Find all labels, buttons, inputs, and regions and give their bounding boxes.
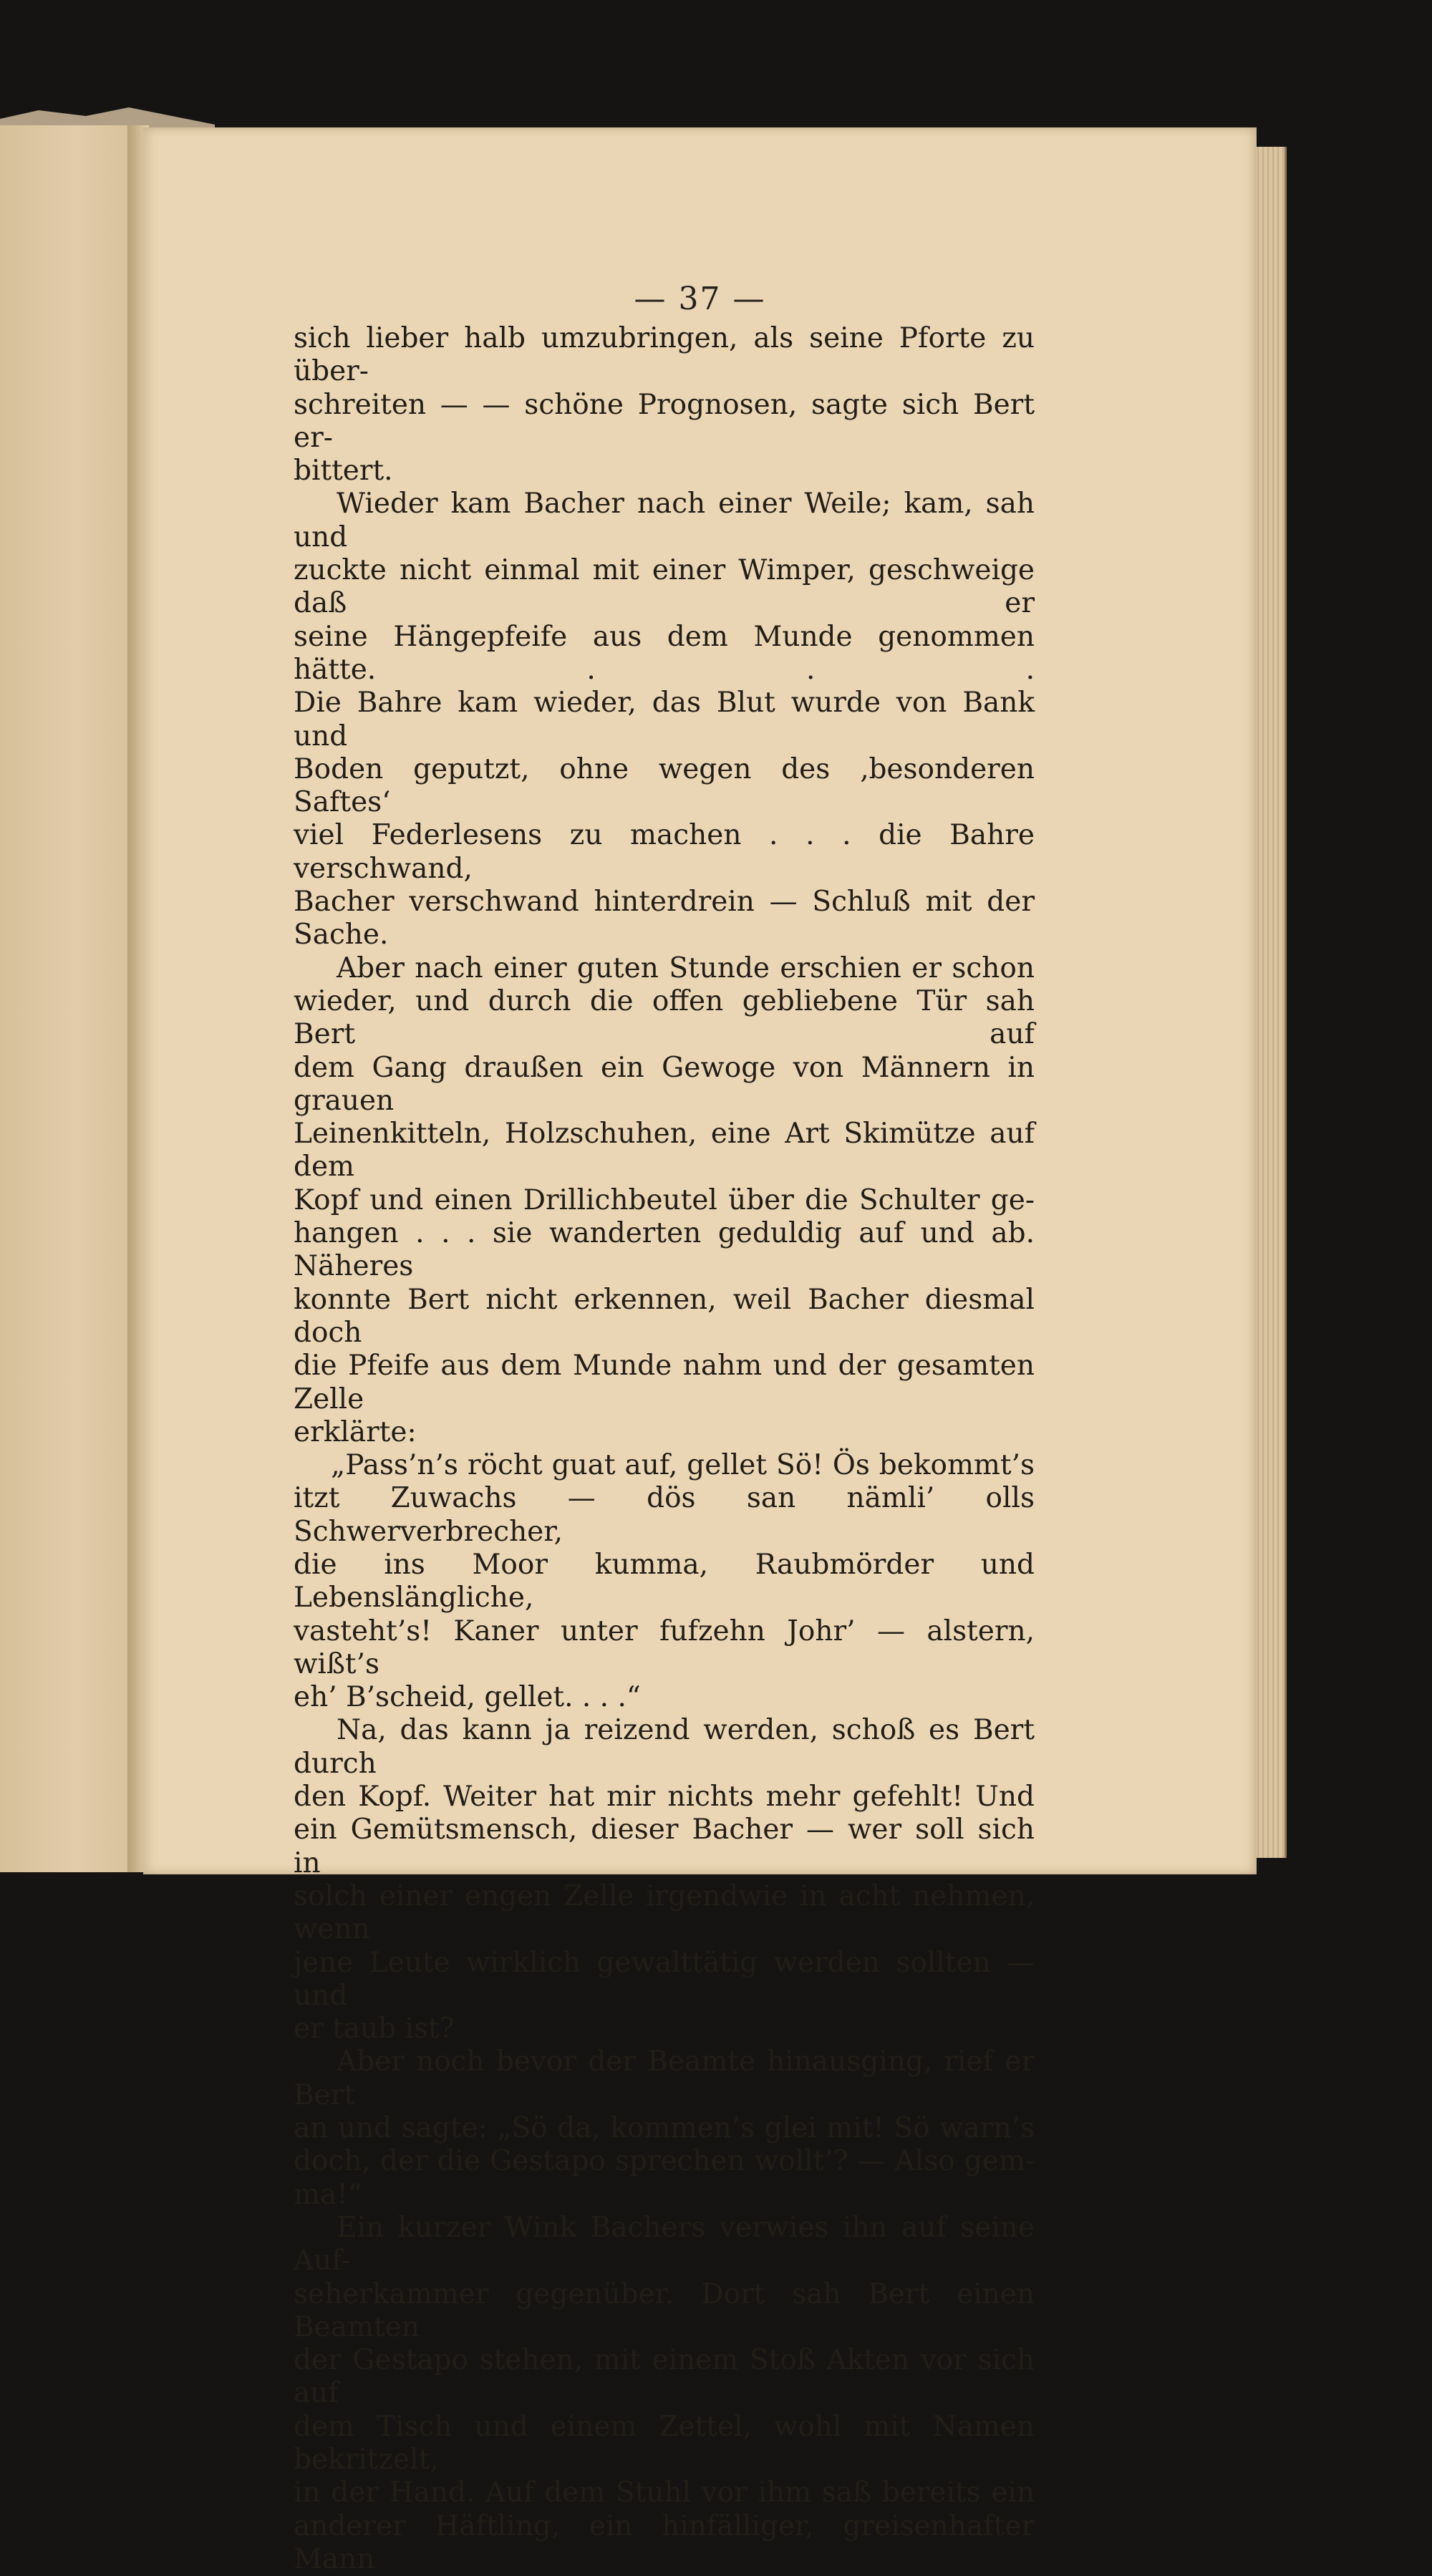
text-line: doch, der die Gestapo sprechen wollt’? — Also gem-ma!“ [294,2145,1035,2211]
text-line: vasteht’s! Kaner unter fufzehn Johr’ — alstern, wißt’s [294,1614,1035,1680]
text-line: konnte Bert nicht erkennen, weil Bacher diesmal doch [294,1283,1035,1349]
text-line: die ins Moor kumma, Raubmörder und Lebenslängliche, [294,1548,1035,1614]
text-line: seine Hängepfeife aus dem Munde genommen hätte. . . . [294,620,1035,686]
text-line: Wieder kam Bacher nach einer Weile; kam, sah und [294,488,1035,553]
text-line: dem Tisch und einem Zettel, wohl mit Namen bekritzelt, [294,2410,1035,2476]
text-line: dem Gang draußen ein Gewoge von Männern in grauen [294,1051,1035,1117]
text-line: Leinenkitteln, Holzschuhen, eine Art Skimütze auf dem [294,1118,1035,1183]
text-line: eh’ B’scheid, gellet. . . .“ [294,1681,641,1714]
text-line: wieder, und durch die offen gebliebene Tür sah Bert auf [294,984,1035,1051]
text-line: hangen . . . sie wanderten geduldig auf und ab. Näheres [294,1217,1035,1283]
text-line: der Gestapo stehen, mit einem Stoß Akten vor sich auf [294,2344,1035,2410]
text-line: den Kopf. Weiter hat mir nichts mehr gefehlt! Und [294,1781,1035,1814]
text-line: ein Gemütsmensch, dieser Bacher — wer soll sich in [294,1814,1035,1879]
text-line: anderer Häftling, ein hinfälliger, greisenhafter Mann [294,2509,1035,2575]
text-line: viel Federlesens zu machen . . . die Bahre verschwand, [294,819,1035,885]
book-page [143,127,1257,2575]
text-line: erklärte: [294,1415,417,1448]
text-line: die Pfeife aus dem Munde nahm und der gesamten Zelle [294,1350,1035,1415]
text-line: Die Bahre kam wieder, das Blut wurde von Bank und [294,687,1035,752]
text-line: er taub ist? [294,2013,455,2045]
text-line: jene Leute wirklich gewalttätig werden sollten — und [294,1946,1035,2012]
text-line: sich lieber halb umzubringen, als seine Pforte zu über- [294,322,1035,388]
page-number: — 37 — [634,281,766,317]
text-line: Na, das kann ja reizend werden, schoß es Bert durch [294,1714,1035,1780]
text-line: bittert. [294,455,393,488]
text-line: Kopf und einen Drillichbeutel über die Schulter ge- [294,1183,1035,1216]
text-line: „Pass’n’s röcht guat auf, gellet Sö! Ös bekommt’s [331,1449,1035,1482]
text-line: Aber nach einer guten Stunde erschien er schon [337,952,1035,984]
text-line: an und sagte: „Sö da, kommen’s glei mit! Sö warn’s [294,2112,1035,2145]
text-line: solch einer engen Zelle irgendwie in acht nehmen, wenn [294,1879,1035,1946]
text-line: Boden geputzt, ohne wegen des ‚besonderen Saftes‘ [294,752,1035,819]
text-line: seherkammer gegenüber. Dort sah Bert einen Beamten [294,2277,1035,2343]
text-line: in der Hand. Auf dem Stuhl vor ihm saß bereits ein [294,2476,1035,2509]
text-line: itzt Zuwachs — dös san nämli’ olls Schwerverbrecher, [294,1482,1035,1548]
text-line: Ein kurzer Wink Bachers verwies ihn auf seine Auf- [294,2211,1035,2277]
text-line: schreiten — — schöne Prognosen, sagte sich Bert er- [294,388,1035,454]
previous-page [0,125,129,1872]
text-line: Bacher verschwand hinterdrein — Schluß mit der Sache. [294,886,1035,952]
page-stack-edges [1254,147,1287,1858]
text-line: zuckte nicht einmal mit einer Wimper, geschweige daß er [294,554,1035,620]
body-text [294,322,1035,2576]
text-line: Aber noch bevor der Beamte hinausging, rief er Bert [294,2045,1035,2111]
